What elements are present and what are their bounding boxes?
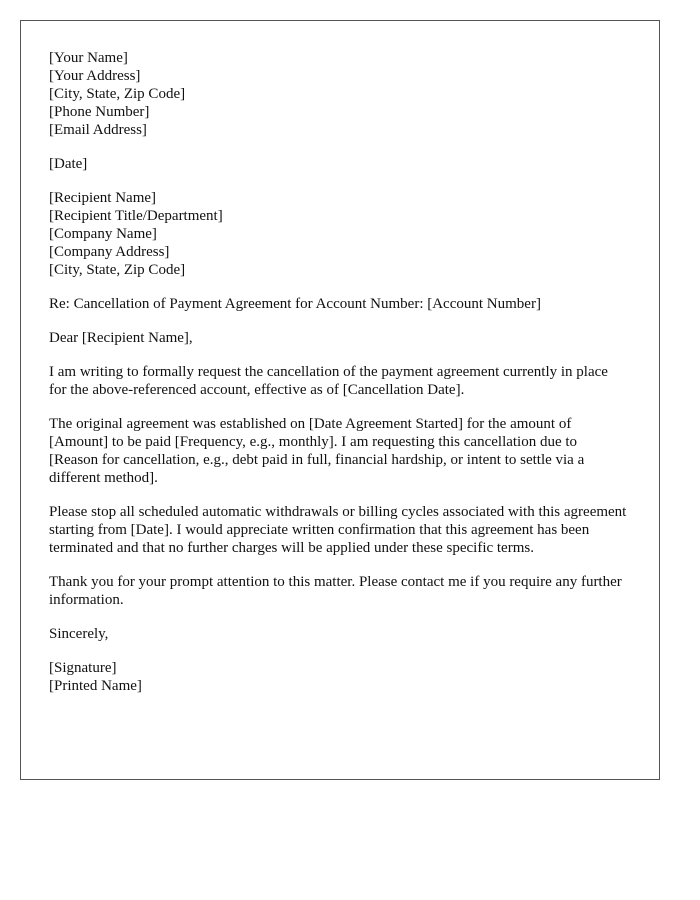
sender-block	[49, 49, 629, 139]
body-paragraph-1: I am writing to formally request the cancellation of the payment agreement currently in place for the above-referenced account, effective as of [Cancellation Date].	[49, 364, 608, 398]
date-block	[49, 155, 629, 173]
letter-page	[20, 20, 660, 780]
recipient-company-address: [Company Address]	[49, 244, 170, 260]
sender-name: [Your Name]	[49, 50, 128, 66]
sender-address: [Your Address]	[49, 68, 141, 84]
recipient-company: [Company Name]	[49, 226, 157, 242]
printed-name: [Printed Name]	[49, 678, 142, 694]
recipient-city-state-zip: [City, State, Zip Code]	[49, 262, 186, 278]
body-paragraph-2: The original agreement was established on [Date Agreement Started] for the amount of [Amount] to be paid [Frequency, e.g., monthly]. I am requesting this cancellation due to [Reason for cancellation, e.g., debt paid in full, financial hardship, or intent to settle via a different method].	[49, 416, 585, 486]
sender-email: [Email Address]	[49, 122, 147, 138]
body-paragraph-3: Please stop all scheduled automatic withdrawals or billing cycles associated with this agreement starting from [Date]. I would appreciate written confirmation that this agreement has been terminated and that no further charges will be applied under these specific terms.	[49, 504, 627, 556]
signature-placeholder: [Signature]	[49, 660, 117, 676]
salutation: Dear [Recipient Name],	[49, 330, 193, 346]
sender-city-state-zip: [City, State, Zip Code]	[49, 86, 186, 102]
subject-line: Re: Cancellation of Payment Agreement for Account Number: [Account Number]	[49, 296, 541, 312]
body-paragraph-4: Thank you for your prompt attention to this matter. Please contact me if you require any further information.	[49, 574, 622, 608]
letter-content	[49, 49, 629, 711]
sender-phone: [Phone Number]	[49, 104, 150, 120]
recipient-title: [Recipient Title/Department]	[49, 208, 223, 224]
letter-date: [Date]	[49, 156, 88, 172]
recipient-block	[49, 189, 629, 279]
signature-block	[49, 659, 629, 695]
recipient-name: [Recipient Name]	[49, 190, 157, 206]
closing: Sincerely,	[49, 626, 109, 642]
